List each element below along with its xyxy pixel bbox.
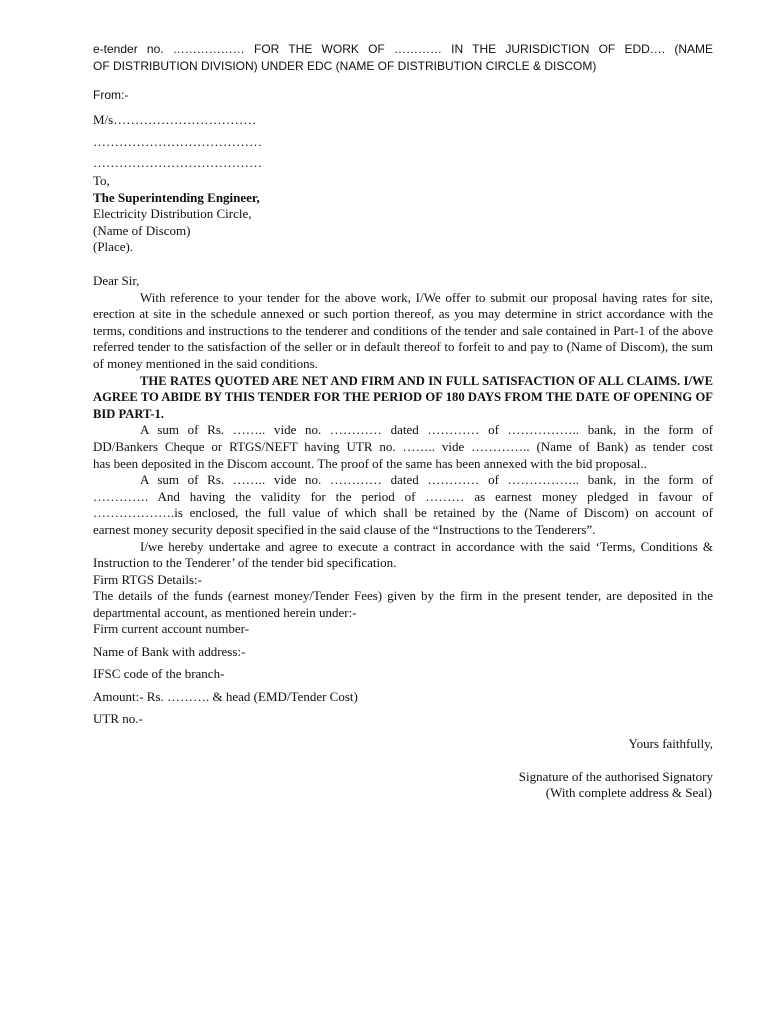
- from-label: From:-: [93, 88, 129, 102]
- rtgs-heading: Firm RTGS Details:-: [93, 571, 202, 587]
- body-block: [93, 273, 713, 621]
- tender-cost-line-1: A sum of Rs. …….. vide no. ………… dated ………… of …………….. bank, in the form of: [140, 422, 713, 438]
- tender-cost-line-2: DD/Bankers Cheque or RTGS/NEFT having UTR no. …….. vide ………….. (Name of Bank) as tender cost: [93, 438, 713, 454]
- recipient-line-2: (Name of Discom): [93, 222, 191, 238]
- yours-faithfully: Yours faithfully,: [628, 736, 713, 751]
- salutation: Dear Sir,: [93, 273, 140, 288]
- closing-block: [93, 736, 713, 802]
- signature-address-note: (With complete address & Seal): [545, 785, 712, 801]
- rtgs-account-number: Firm current account number-: [93, 621, 250, 636]
- tender-cost-line-3: has been deposited in the Discom account. The proof of the same has been annexed with the bid proposal..: [93, 455, 647, 471]
- signature-label: Signature of the authorised Signatory: [518, 768, 713, 784]
- emd-line-4: earnest money security deposit specified in the said clause of the “Instructions to the Tenderers”.: [93, 521, 596, 537]
- rtgs-intro: The details of the funds (earnest money/Tender Fees) given by the firm in the present tender, are deposited in the departmental account, as mentioned herein under:-: [93, 588, 713, 620]
- tender-header: [93, 41, 713, 74]
- emd-line-1: A sum of Rs. …….. vide no. ………… dated ………… of …………….. bank, in the form of: [140, 472, 713, 488]
- to-label: To,: [93, 173, 110, 188]
- from-block: [93, 112, 713, 172]
- tender-cost-paragraph: [93, 422, 713, 472]
- from-line-1: M/s……………………………: [93, 112, 257, 127]
- recipient-title: The Superintending Engineer,: [93, 189, 260, 205]
- from-line-3: …………………………………: [93, 155, 262, 171]
- recipient-line-1: Electricity Distribution Circle,: [93, 206, 252, 222]
- rtgs-ifsc-code: IFSC code of the branch-: [93, 666, 225, 682]
- reference-paragraph: With reference to your tender for the above work, I/We offer to submit our proposal having rates for site, erection at site in the schedule annexed or such portion thereof, as you may determine in strict accordance with the terms, conditions and instructions to the tenderer and conditions of the tender and sale contained in Part-1 of the above referred tender to the satisfaction of the seller or in default thereof to forfeit to and pay to (Name of Discom), the sum of money mentioned in the said conditions.: [93, 289, 713, 371]
- undertake-paragraph: I/we hereby undertake and agree to execute a contract in accordance with the said ‘Terms, Conditions & Instruction to the Tenderer’ of the tender bid specification.: [93, 538, 713, 571]
- rtgs-bank-address: Name of Bank with address:-: [93, 643, 246, 659]
- emd-line-2: …………. And having the validity for the period of ……… as earnest money pledged in favour of: [93, 488, 713, 504]
- emd-paragraph: [93, 472, 713, 538]
- rates-paragraph: THE RATES QUOTED ARE NET AND FIRM AND IN FULL SATISFACTION OF ALL CLAIMS. I/WE AGREE TO ABIDE BY THIS TENDER FOR THE PERIOD OF 180 DAYS FROM THE DATE OF OPENING OF BID PART-1.: [93, 373, 713, 421]
- rtgs-amount: Amount:- Rs. ………. & head (EMD/Tender Cost): [93, 688, 358, 704]
- recipient-line-3: (Place).: [93, 239, 134, 255]
- from-line-2: …………………………………: [93, 133, 262, 149]
- emd-line-3: ……………….is enclosed, the full value of which shall be retained by the (Name of Discom) on account of: [93, 505, 713, 521]
- rtgs-utr-number: UTR no.-: [93, 711, 143, 727]
- tender-header-line-1: e-tender no. ……………… FOR THE WORK OF ………… IN THE JURISDICTION OF EDD…. (NAME: [93, 42, 713, 56]
- recipient-block: [93, 173, 713, 256]
- tender-header-line-2: OF DISTRIBUTION DIVISION) UNDER EDC (NAME OF DISTRIBUTION CIRCLE & DISCOM): [93, 58, 597, 73]
- rtgs-details: [93, 621, 713, 728]
